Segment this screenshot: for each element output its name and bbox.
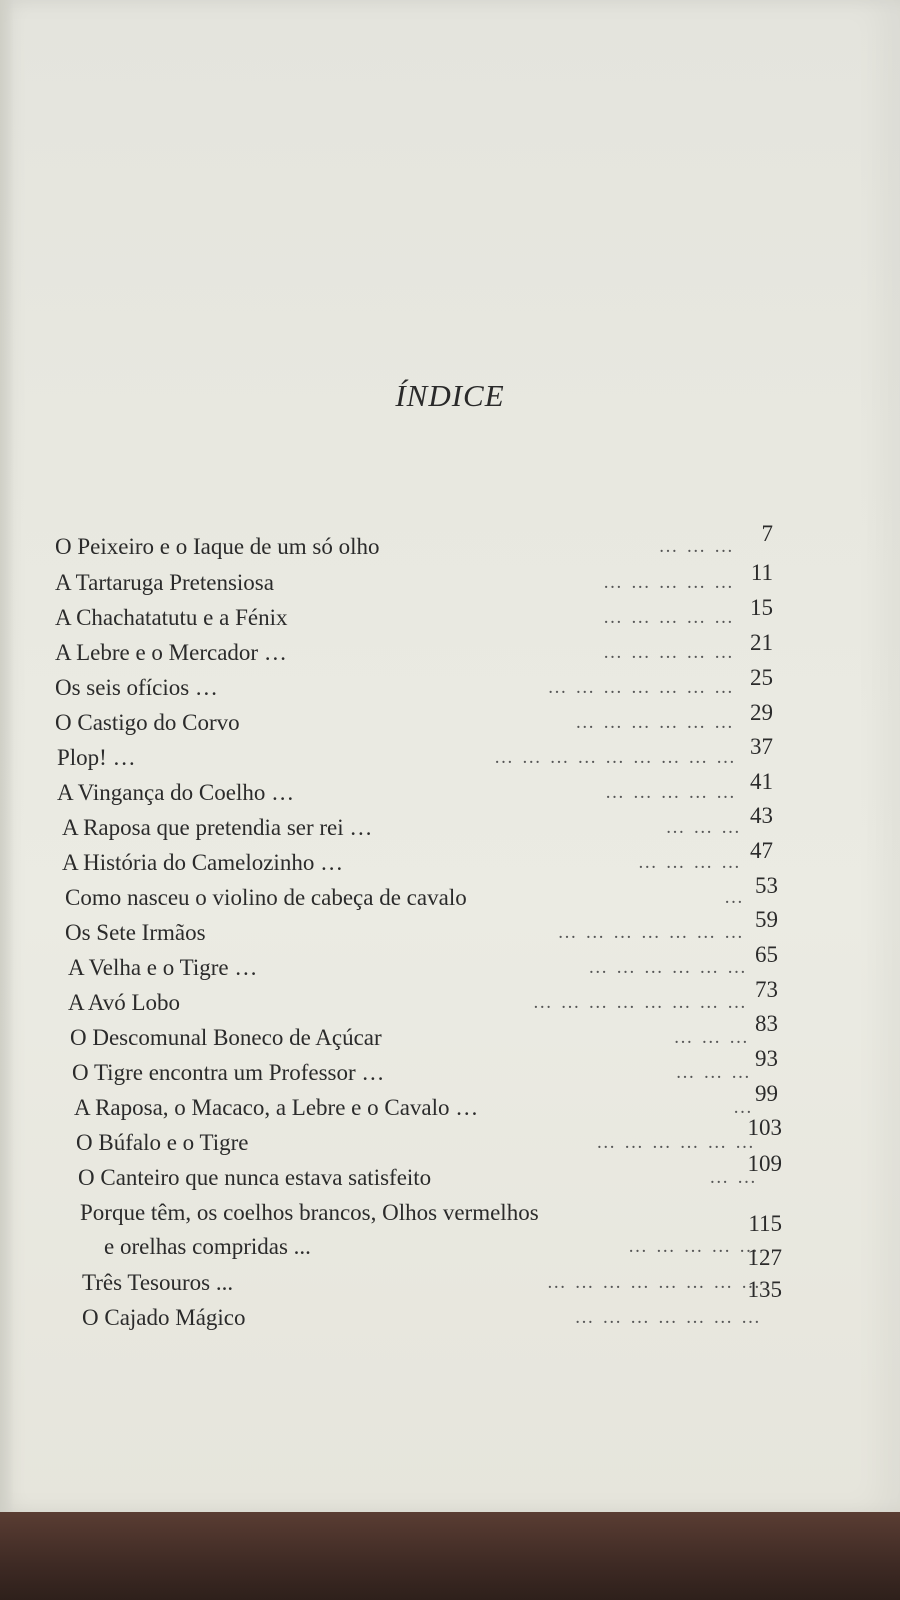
toc-entry-title: A Lebre e o Mercador … [55, 640, 287, 665]
toc-entry-title: A Raposa que pretendia ser rei … [62, 815, 373, 840]
toc-entry-leader: … … … … … [603, 642, 735, 663]
toc-entry[interactable] [76, 1126, 756, 1160]
toc-entry-leader: … … … … … … … … [546, 1272, 762, 1293]
toc-entry-page: 135 [747, 1277, 782, 1302]
toc-entry-title: O Tigre encontra um Professor … [72, 1060, 385, 1085]
toc-entry[interactable] [74, 1091, 754, 1125]
toc-entry-page: 127 [747, 1245, 782, 1270]
toc-entry-leader: … … … … [637, 852, 742, 873]
toc-entry-title: Três Tesouros ... [82, 1270, 234, 1295]
toc-entry-page: 11 [750, 560, 773, 585]
toc-entry-page: 83 [755, 1011, 778, 1036]
toc-entry-title: Como nasceu o violino de cabeça de cavalo [65, 885, 467, 910]
toc-entry[interactable] [55, 671, 735, 705]
toc-entry-page: 103 [747, 1115, 782, 1140]
toc-entry-leader: … … … … … … … [574, 1307, 762, 1328]
toc-entry-title: A Vingança do Coelho … [57, 780, 295, 805]
toc-entry-page: 43 [750, 803, 773, 828]
toc-entry-leader: … … … … … [628, 1236, 760, 1257]
toc-entry-page: 93 [755, 1046, 778, 1071]
toc-entry-leader: … … … [673, 1027, 750, 1048]
toc-entry-page: 25 [750, 665, 773, 690]
toc-entry-page: 53 [755, 873, 778, 898]
toc-entry[interactable] [55, 601, 735, 635]
toc-entry-page: 47 [750, 838, 773, 863]
toc-entry-leader: … [733, 1097, 754, 1118]
toc-entry-title: O Castigo do Corvo [55, 710, 240, 735]
toc-entry-leader: … … … … … [603, 607, 735, 628]
toc-entry-page: 21 [750, 630, 773, 655]
toc-entry-title: Os seis ofícios … [55, 675, 218, 700]
toc-entry-leader: … … … … … … [588, 957, 748, 978]
toc-entry-leader: … … … … … … … … … [494, 747, 737, 768]
toc-entry-leader: … … … … … … … [547, 677, 735, 698]
toc-entry-title: O Cajado Mágico [82, 1305, 246, 1330]
toc-entry[interactable] [80, 1196, 760, 1266]
toc-entry-title: O Peixeiro e o Iaque de um só olho [55, 534, 380, 559]
toc-entry-title: Plop! … [57, 745, 136, 770]
toc-entry[interactable] [78, 1161, 758, 1195]
toc-entry-leader: … … … [658, 536, 735, 557]
toc-entry-page: 99 [755, 1081, 778, 1106]
toc-entry[interactable] [57, 741, 737, 775]
toc-entry-page: 59 [755, 907, 778, 932]
toc-entry-page: 109 [747, 1151, 782, 1176]
toc-entry-leader: … … … [675, 1062, 752, 1083]
toc-entry-page: 37 [750, 734, 773, 759]
toc-entry-leader: … … … … … … … [557, 922, 745, 943]
toc-entry[interactable] [68, 951, 748, 985]
toc-entry[interactable] [55, 706, 735, 740]
toc-entry[interactable] [70, 1021, 750, 1055]
index-title: ÍNDICE [395, 378, 505, 413]
toc-entry-leader: … … … … … … [596, 1132, 756, 1153]
toc-entry[interactable] [72, 1056, 752, 1090]
toc-entry[interactable] [68, 986, 748, 1020]
toc-entry[interactable] [65, 916, 745, 950]
toc-entry-title: A História do Camelozinho … [62, 850, 344, 875]
table-surface [0, 1512, 900, 1600]
toc-entry-title: A Avó Lobo [68, 990, 181, 1015]
toc-entry-page: 115 [748, 1211, 782, 1236]
toc-entry[interactable] [82, 1301, 762, 1335]
toc-entry-leader: … … … [665, 817, 742, 838]
toc-entry-title: A Velha e o Tigre … [68, 955, 258, 980]
toc-entry-title: Os Sete Irmãos [65, 920, 206, 945]
toc-entry[interactable] [55, 636, 735, 670]
toc-entry-page: 15 [750, 595, 773, 620]
toc-entry[interactable] [62, 846, 742, 880]
toc-entry[interactable] [55, 566, 735, 600]
toc-entry[interactable] [65, 881, 745, 915]
toc-entry-leader: … [724, 887, 745, 908]
toc-entry-leader: … … [709, 1167, 758, 1188]
toc-entry-title: A Chachatatutu e a Fénix [55, 605, 288, 630]
toc-entry-title: O Canteiro que nunca estava satisfeito [78, 1165, 432, 1190]
toc-entry-title: A Tartaruga Pretensiosa [55, 570, 274, 595]
toc-entry[interactable] [62, 811, 742, 845]
toc-entry[interactable] [82, 1266, 762, 1300]
toc-entry-leader: … … … … … [605, 782, 737, 803]
toc-entry-page: 41 [750, 769, 773, 794]
toc-entry[interactable] [57, 776, 737, 810]
toc-entry-page: 73 [755, 977, 778, 1002]
toc-entry-leader: … … … … … … … … [532, 992, 748, 1013]
toc-entry-title: Porque têm, os coelhos brancos, Olhos vermelhos [80, 1200, 539, 1225]
toc-entry-page: 65 [755, 942, 778, 967]
toc-entry-title: O Búfalo e o Tigre [76, 1130, 249, 1155]
toc-entry-title: O Descomunal Boneco de Açúcar [70, 1025, 382, 1050]
toc-entry-page: 29 [750, 700, 773, 725]
toc-entry-leader: … … … … … … [575, 712, 735, 733]
toc-entry-page: 7 [761, 521, 773, 546]
toc-entry-title-continued: e orelhas compridas ... [104, 1234, 311, 1259]
toc-entry-title: A Raposa, o Macaco, a Lebre e o Cavalo … [74, 1095, 479, 1120]
toc-entry-leader: … … … … … [603, 572, 735, 593]
toc-entry[interactable] [55, 530, 735, 564]
